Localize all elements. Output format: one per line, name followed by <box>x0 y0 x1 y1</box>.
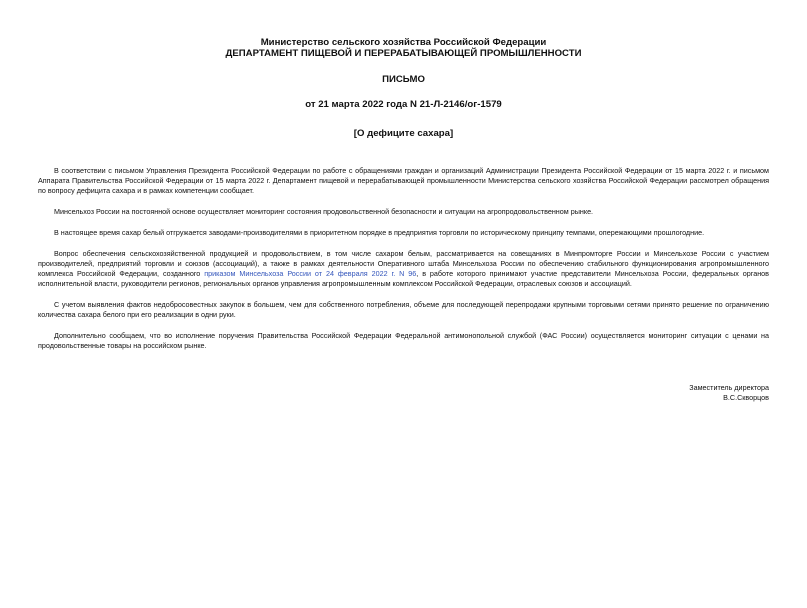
document-type: ПИСЬМО <box>382 74 425 85</box>
paragraph-4-text-before: Вопрос обеспечения сельскохозяйственной продукцией и продовольствием, в том числе сахаром белым, рассматривается на совещаниях в Минпромторге России и Минсельхозе России с участием производителей, предприятий торговли и союзов (ассоциаций), а также в рамках деятельности Оперативного штаба Минсельхоза России по обеспечению стабильного функционирования агропромышленного комплекса Российской Федерации, созданного <box>38 249 769 278</box>
department-name: ДЕПАРТАМЕНТ ПИЩЕВОЙ И ПЕРЕРАБАТЫВАЮЩЕЙ ПРОМЫШЛЕННОСТИ <box>225 48 582 59</box>
paragraph-1: В соответствии с письмом Управления Президента Российской Федерации по работе с обращениями граждан и организаций Администрации Президента Российской Федерации от 15 марта 2022 г. и письмом Аппарата Правительства Российской Федерации от 15 марта 2022 г. Департамент пищевой и перерабатывающей промышленности Министерства сельского хозяйства Российской Федерации рассмотрел обращения по вопросу дефицита сахара и в рамках компетенции сообщает. <box>38 166 769 195</box>
paragraph-5: С учетом выявления фактов недобросовестных закупок в большем, чем для собственного потребления, объеме для последующей перепродажи крупными торговыми сетями принято решение по ограничению количества сахара белого при его реализации в одни руки. <box>38 300 769 319</box>
paragraph-4-text-after: , в работе которого принимают участие представители Минсельхоза России, федеральных органов исполнительной власти, руководители регионов, региональных органов управления агропромышленным комплексом Российской Федерации, отраслевых союзов и ассоциаций. <box>38 269 769 288</box>
document-subject: [О дефиците сахара] <box>353 128 454 139</box>
document-header <box>38 37 769 139</box>
order-link[interactable]: приказом Минсельхоза России от 24 февраля 2022 г. N 96 <box>204 269 417 278</box>
document-date-number: от 21 марта 2022 года N 21-Л-2146/ог-1579 <box>305 99 502 110</box>
ministry-name: Министерство сельского хозяйства Российской Федерации <box>260 37 547 48</box>
paragraph-4 <box>38 249 769 289</box>
document-body <box>38 166 769 351</box>
document-page <box>0 37 807 608</box>
paragraph-6: Дополнительно сообщаем, что во исполнение поручения Правительства Российской Федерации Федеральной антимонопольной службой (ФАС России) осуществляется мониторинг ситуации с ценами на продовольственные товары на российском рынке. <box>38 331 769 350</box>
paragraph-2: Минсельхоз России на постоянной основе осуществляет мониторинг состояния продовольственной безопасности и ситуации на агропродовольственном рынке. <box>54 207 594 216</box>
signatory-name: В.С.Скворцов <box>723 393 769 402</box>
signature-block <box>38 383 769 403</box>
paragraph-3: В настоящее время сахар белый отгружается заводами-производителями в приоритетном порядке в предприятия торговли по историческому принципу темпами, опережающими прошлогодние. <box>54 228 705 237</box>
signatory-position: Заместитель директора <box>689 383 769 392</box>
